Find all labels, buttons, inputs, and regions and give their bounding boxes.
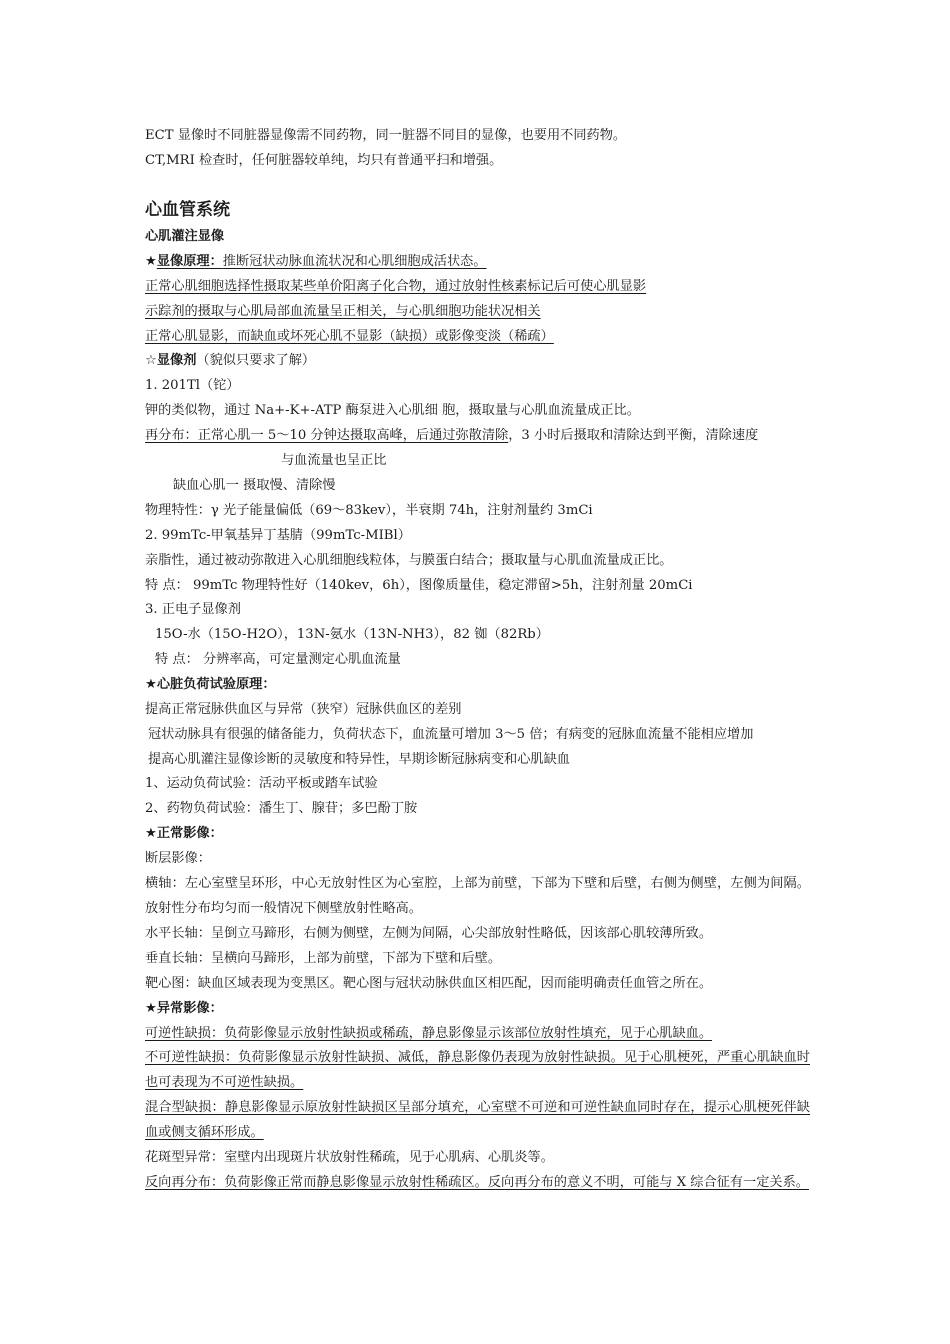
stress-heading: [145, 676, 276, 694]
principle-line-2: 正常心肌细胞选择性摄取某些单价阳离子化合物，通过放射性核素标记后可使心肌显影: [145, 279, 647, 294]
abnormal-reversible: 可逆性缺损：负荷影像显示放射性缺损或稀疏，静息影像显示该部位放射性填充，见于心肌缺血。: [145, 1026, 713, 1041]
normal-horizontal-axis: 水平长轴：呈倒立马蹄形，右侧为侧壁，左侧为间隔，心尖部放射性略低，因该部心肌较薄所致。: [145, 926, 713, 941]
stress-line-4: 1、运动负荷试验：活动平板或踏车试验: [145, 776, 378, 791]
normal-tomo: 断层影像：: [145, 851, 211, 866]
normal-heading: [145, 825, 223, 843]
star-icon: ★: [145, 1001, 157, 1016]
abnormal-irreversible: 不可逆性缺损：负荷影像显示放射性缺损、减低，静息影像仍表现为放射性缺损。见于心肌梗死，严重心肌缺血时也可表现为不可逆性缺损。: [145, 1050, 810, 1090]
stress-line-3: 提高心肌灌注显像诊断的灵敏度和特异性，早期诊断冠脉病变和心肌缺血: [148, 752, 570, 767]
tl-redistribution-continued: 与血流量也呈正比: [281, 453, 387, 468]
normal-bullseye: 靶心图：缺血区域表现为变黑区。靶心图与冠状动脉供血区相匹配，因而能明确责任血管之所在。: [145, 976, 713, 991]
pet-feature: 特 点： 分辨率高，可定量测定心肌血流量: [155, 652, 401, 667]
agents-note: （貌似只要求了解）: [196, 353, 316, 368]
tl-redistribution-underlined: 再分布：正常心肌一 5～10 分钟达摄取高峰，后通过弥散清除: [145, 428, 509, 443]
star-icon: ★: [145, 677, 157, 692]
tl-title: 1. 201Tl（铊）: [145, 378, 240, 393]
abnormal-reverse-redistribution: 反向再分布：负荷影像正常而静息影像显示放射性稀疏区。反向再分布的意义不明，可能与 X 综合征有一定关系。: [145, 1175, 809, 1190]
star-icon: ★: [145, 254, 157, 269]
pet-title: 3. 正电子显像剂: [145, 602, 241, 617]
pet-agents: 15O-水（15O-H2O），13N-氨水（13N-NH3），82 铷（82Rb）: [155, 627, 549, 642]
tl-description: 钾的类似物，通过 Na+-K+-ATP 酶泵进入心肌细 胞，摄取量与心肌血流量成正比。: [145, 403, 640, 418]
normal-short-axis: 横轴：左心室壁呈环形，中心无放射性区为心室腔，上部为前壁，下部为下壁和后壁，右侧为侧壁，左侧为间隔。放射性分布均匀而一般情况下侧壁放射性略高。: [145, 876, 810, 916]
tl-redistribution-rest: ，3 小时后摄取和清除达到平衡，清除速度: [508, 428, 759, 443]
tl-ischemic: 缺血心肌一 摄取慢、清除慢: [173, 478, 336, 493]
agents-label: 显像剂: [156, 353, 197, 368]
principle-text: 推断冠状动脉血流状况和心肌细胞成活状态。: [222, 254, 487, 269]
normal-label: 正常影像：: [156, 826, 223, 841]
principle-line-4: 正常心肌显影，而缺血或坏死心肌不显影（缺损）或影像变淡（稀疏）: [145, 329, 554, 344]
mibi-description: 亲脂性，通过被动弥散进入心肌细胞线粒体，与膜蛋白结合；摄取量与心肌血流量成正比。: [145, 553, 673, 568]
stress-line-1: 提高正常冠脉供血区与异常（狭窄）冠脉供血区的差别: [145, 702, 462, 717]
hollow-star-icon: ☆: [145, 353, 157, 368]
abnormal-heading: [145, 1000, 223, 1018]
normal-vertical-axis: 垂直长轴：呈横向马蹄形，上部为前壁，下部为下壁和后壁。: [145, 951, 502, 966]
principle-heading: [145, 253, 487, 271]
abnormal-patchy: 花斑型异常：室壁内出现斑片状放射性稀疏，见于心肌病、心肌炎等。: [145, 1150, 554, 1165]
tl-redistribution: [145, 427, 758, 445]
agents-heading: [145, 352, 315, 370]
abnormal-label: 异常影像：: [156, 1001, 223, 1016]
section-title: 心血管系统: [145, 200, 230, 220]
star-icon: ★: [145, 826, 157, 841]
principle-line-3: 示踪剂的摄取与心肌局部血流量呈正相关，与心肌细胞功能状况相关: [145, 304, 541, 319]
abnormal-mixed: 混合型缺损：静息影像显示原放射性缺损区呈部分填充，心室壁不可逆和可逆性缺血同时存在，提示心肌梗死伴缺血或侧支循环形成。: [145, 1100, 810, 1140]
stress-line-5: 2、药物负荷试验：潘生丁、腺苷；多巴酚丁胺: [145, 801, 418, 816]
mibi-title: 2. 99mTc-甲氧基异丁基腈（99mTc-MIBl）: [145, 528, 411, 543]
subsection-title: 心肌灌注显像: [145, 229, 225, 244]
principle-label: 显像原理：: [156, 254, 223, 269]
intro-line-1: ECT 显像时不同脏器显像需不同药物，同一脏器不同目的显像，也要用不同药物。: [145, 128, 627, 143]
stress-label: 心脏负荷试验原理：: [156, 677, 276, 692]
mibi-feature: 特 点： 99mTc 物理特性好（140kev，6h），图像质量佳，稳定滞留>5h，注射剂量 20mCi: [145, 578, 693, 593]
stress-line-2: 冠状动脉具有很强的储备能力，负荷状态下，血流量可增加 3～5 倍；有病变的冠脉血流量不能相应增加: [148, 727, 754, 742]
tl-physics: 物理特性：γ 光子能量偏低（69～83kev），半衰期 74h，注射剂量约 3mCi: [145, 503, 593, 518]
intro-line-2: CT,MRI 检查时，任何脏器较单纯，均只有普通平扫和增强。: [145, 153, 503, 168]
